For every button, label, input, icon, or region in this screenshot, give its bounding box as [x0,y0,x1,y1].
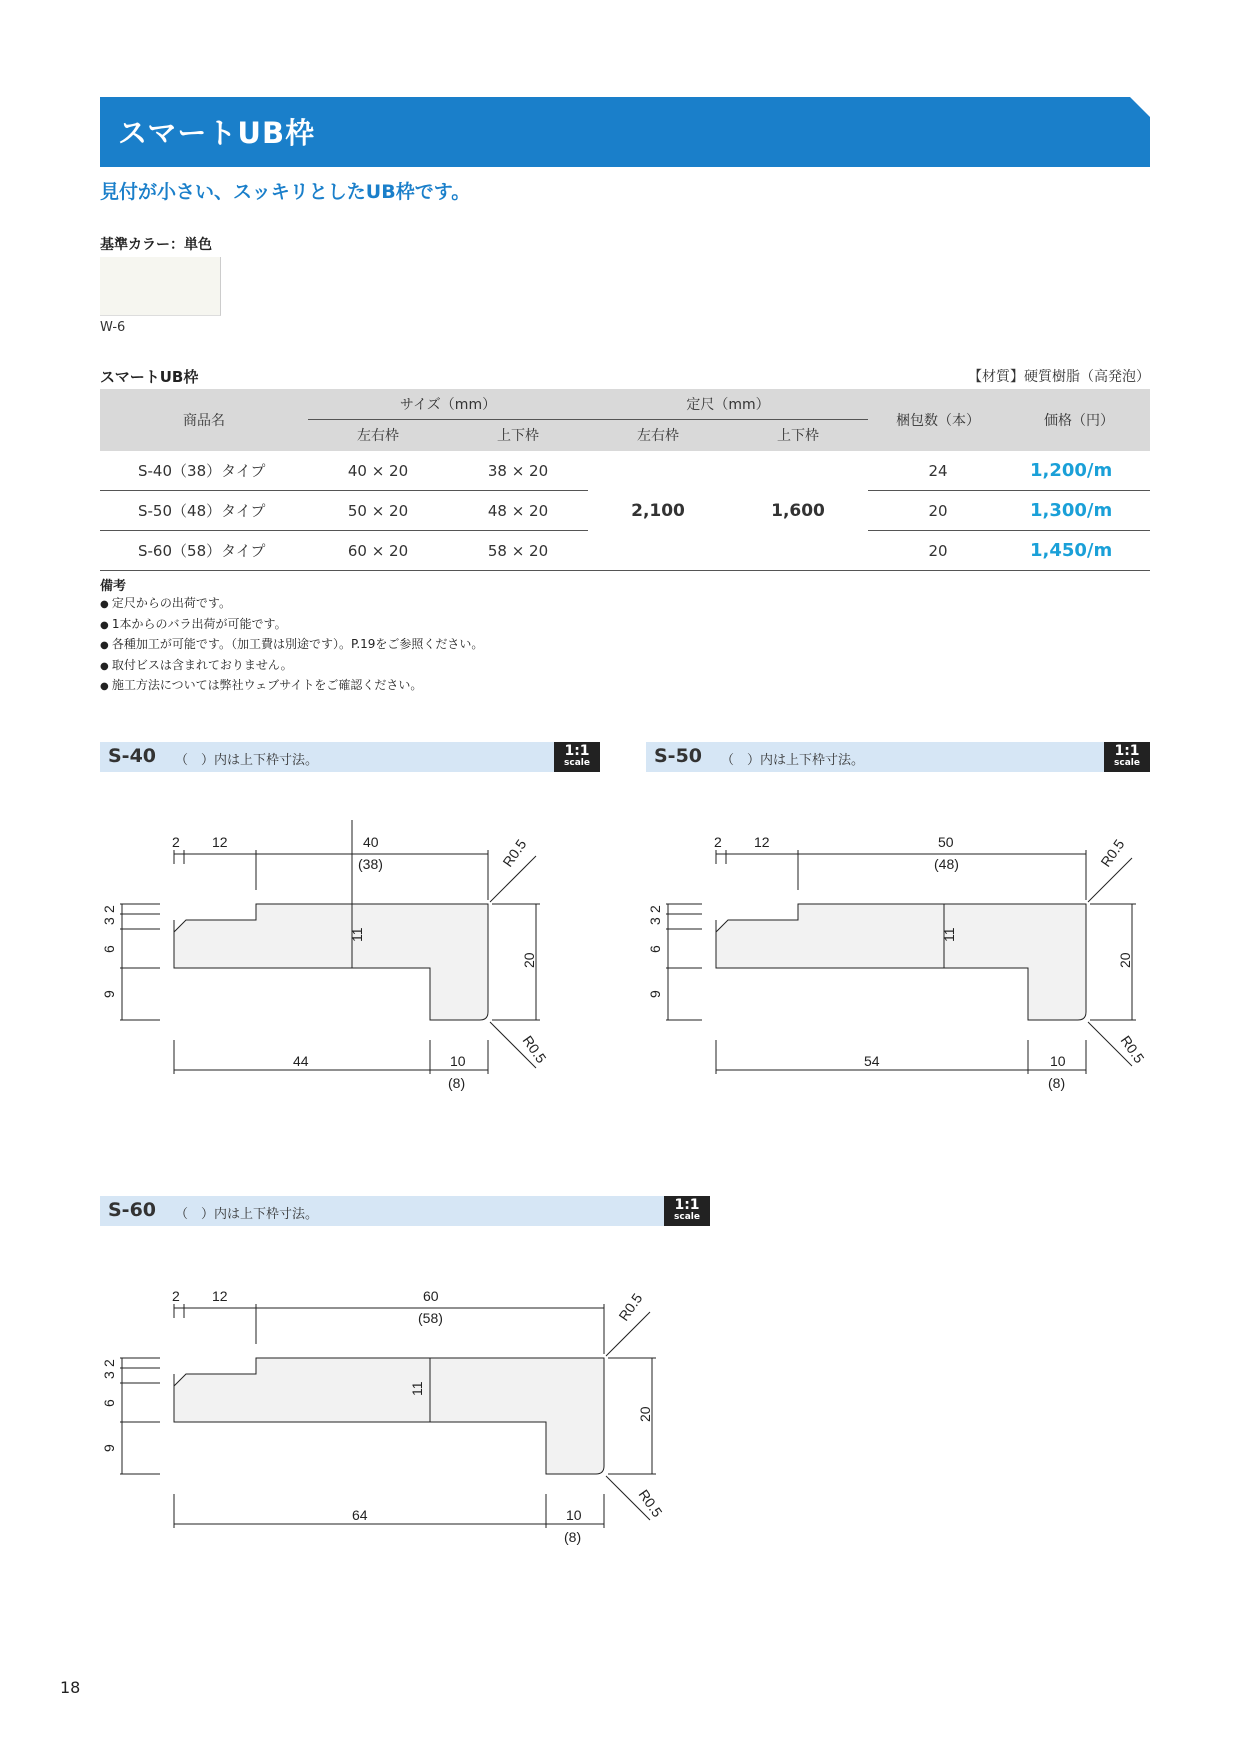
scale-badge [1104,742,1150,772]
scale-ratio: 1:1 [564,743,590,759]
header-length-lr: 左右枠 [588,419,728,451]
dim-t: 20 [637,1406,653,1422]
dim-b: 12 [212,834,228,850]
notes-title: 備考 [100,579,127,594]
row-size-tb: 38 × 20 [448,451,588,491]
dim-h: 11 [349,927,365,942]
dim-v4: 9 [101,1444,117,1452]
banner-corner [1130,97,1150,117]
scale-badge [554,742,600,772]
dim-v2: 3 [101,917,117,925]
note-item: ● 定尺からの出荷です。 [100,594,483,615]
dim-a: 2 [172,834,180,850]
scale-ratio: 1:1 [674,1197,700,1213]
dim-h: 11 [409,1381,425,1396]
note-item: ● 施工方法については弊社ウェブサイトをご確認ください。 [100,676,483,697]
dim-bottom: 44 [293,1053,309,1069]
dim-v2: 3 [101,1371,117,1379]
dim-a: 2 [172,1288,180,1304]
section-code: S-40 [108,745,157,767]
dim-v3: 6 [101,945,117,953]
scale-ratio: 1:1 [1114,743,1140,759]
page-subtitle: 見付が小さい、スッキリとしたUB枠です。 [100,181,471,203]
table-row [100,451,1150,491]
length-tb-value: 1,600 [728,451,868,571]
dim-b: 12 [754,834,770,850]
header-size-lr: 左右枠 [308,419,448,451]
dim-legp: (8) [1048,1075,1066,1091]
profile-drawing-s50 [646,820,1150,1100]
note-item: ● 各種加工が可能です。（加工費は別途です）。P.19をご参照ください。 [100,635,483,656]
dim-r-bottom: R0.5 [1117,1032,1148,1066]
dim-bottom: 54 [864,1053,880,1069]
section-code: S-60 [108,1199,157,1221]
dim-wp: (38) [358,856,383,872]
header-pack: 梱包数（本） [868,389,1008,451]
row-size-lr: 40 × 20 [308,451,448,491]
section-code: S-50 [654,745,703,767]
color-code: W-6 [100,320,126,335]
page-number: 18 [60,1678,81,1697]
color-swatch [100,257,221,316]
dim-wp: (48) [934,856,959,872]
title-banner [100,97,1150,167]
header-size-tb: 上下枠 [448,419,588,451]
row-price: 1,450/m [1008,531,1150,571]
header-price: 価格（円） [1008,389,1150,451]
dim-h: 11 [941,927,957,942]
scale-text: scale [564,758,590,768]
dim-w: 50 [938,834,954,850]
dim-v4: 9 [101,990,117,998]
row-name: S-50（48）タイプ [100,491,308,531]
row-price: 1,300/m [1008,491,1150,531]
header-size: サイズ（mm） [308,389,588,419]
dim-v1: 2 [647,905,663,913]
dim-v1: 2 [101,1359,117,1367]
dim-w: 60 [423,1288,439,1304]
dim-v3: 6 [101,1399,117,1407]
section-bar-s50 [646,742,1150,772]
row-price: 1,200/m [1008,451,1150,491]
dim-r-bottom: R0.5 [519,1032,550,1066]
row-size-lr: 60 × 20 [308,531,448,571]
note-item: ● 取付ビスは含まれておりません。 [100,656,483,677]
spec-table [100,389,1150,571]
dim-leg: 10 [566,1507,582,1523]
dim-a: 2 [714,834,722,850]
table-label: スマートUB枠 [100,368,199,386]
dim-v3: 6 [647,945,663,953]
dim-w: 40 [363,834,379,850]
row-pack: 24 [868,451,1008,491]
dim-r-bottom: R0.5 [635,1486,666,1520]
row-pack: 20 [868,491,1008,531]
length-lr-value: 2,100 [588,451,728,571]
dim-leg: 10 [1050,1053,1066,1069]
row-pack: 20 [868,531,1008,571]
dim-v1: 2 [101,905,117,913]
scale-badge [664,1196,710,1226]
row-name: S-60（58）タイプ [100,531,308,571]
header-length: 定尺（mm） [588,389,868,419]
section-bar-s60 [100,1196,710,1226]
row-size-tb: 58 × 20 [448,531,588,571]
row-size-tb: 48 × 20 [448,491,588,531]
dim-leg: 10 [450,1053,466,1069]
scale-text: scale [1114,758,1140,768]
profile-drawing-s60 [100,1274,700,1554]
section-note: （ ）内は上下枠寸法。 [175,1207,319,1222]
header-length-tb: 上下枠 [728,419,868,451]
row-name: S-40（38）タイプ [100,451,308,491]
dim-wp: (58) [418,1310,443,1326]
note-item: ● 1本からのバラ出荷が可能です。 [100,615,483,636]
section-note: （ ）内は上下枠寸法。 [175,753,319,768]
dim-bottom: 64 [352,1507,368,1523]
color-label: 基準カラー：単色 [100,237,212,253]
scale-text: scale [674,1212,700,1222]
dim-b: 12 [212,1288,228,1304]
dim-v2: 3 [647,917,663,925]
page-title: スマートUB枠 [118,116,316,150]
profile-drawing-s40 [100,820,600,1100]
dim-r-top: R0.5 [499,836,530,870]
section-note: （ ）内は上下枠寸法。 [721,753,865,768]
section-bar-s40 [100,742,600,772]
dim-r-top: R0.5 [1097,836,1128,870]
material-note: 【材質】硬質樹脂（高発泡） [968,369,1150,385]
dim-t: 20 [1117,952,1133,968]
notes-list [100,594,483,697]
dim-legp: (8) [564,1529,582,1545]
dim-r-top: R0.5 [615,1290,646,1324]
row-size-lr: 50 × 20 [308,491,448,531]
dim-legp: (8) [448,1075,466,1091]
dim-t: 20 [521,952,537,968]
header-name: 商品名 [100,389,308,451]
dim-v4: 9 [647,990,663,998]
